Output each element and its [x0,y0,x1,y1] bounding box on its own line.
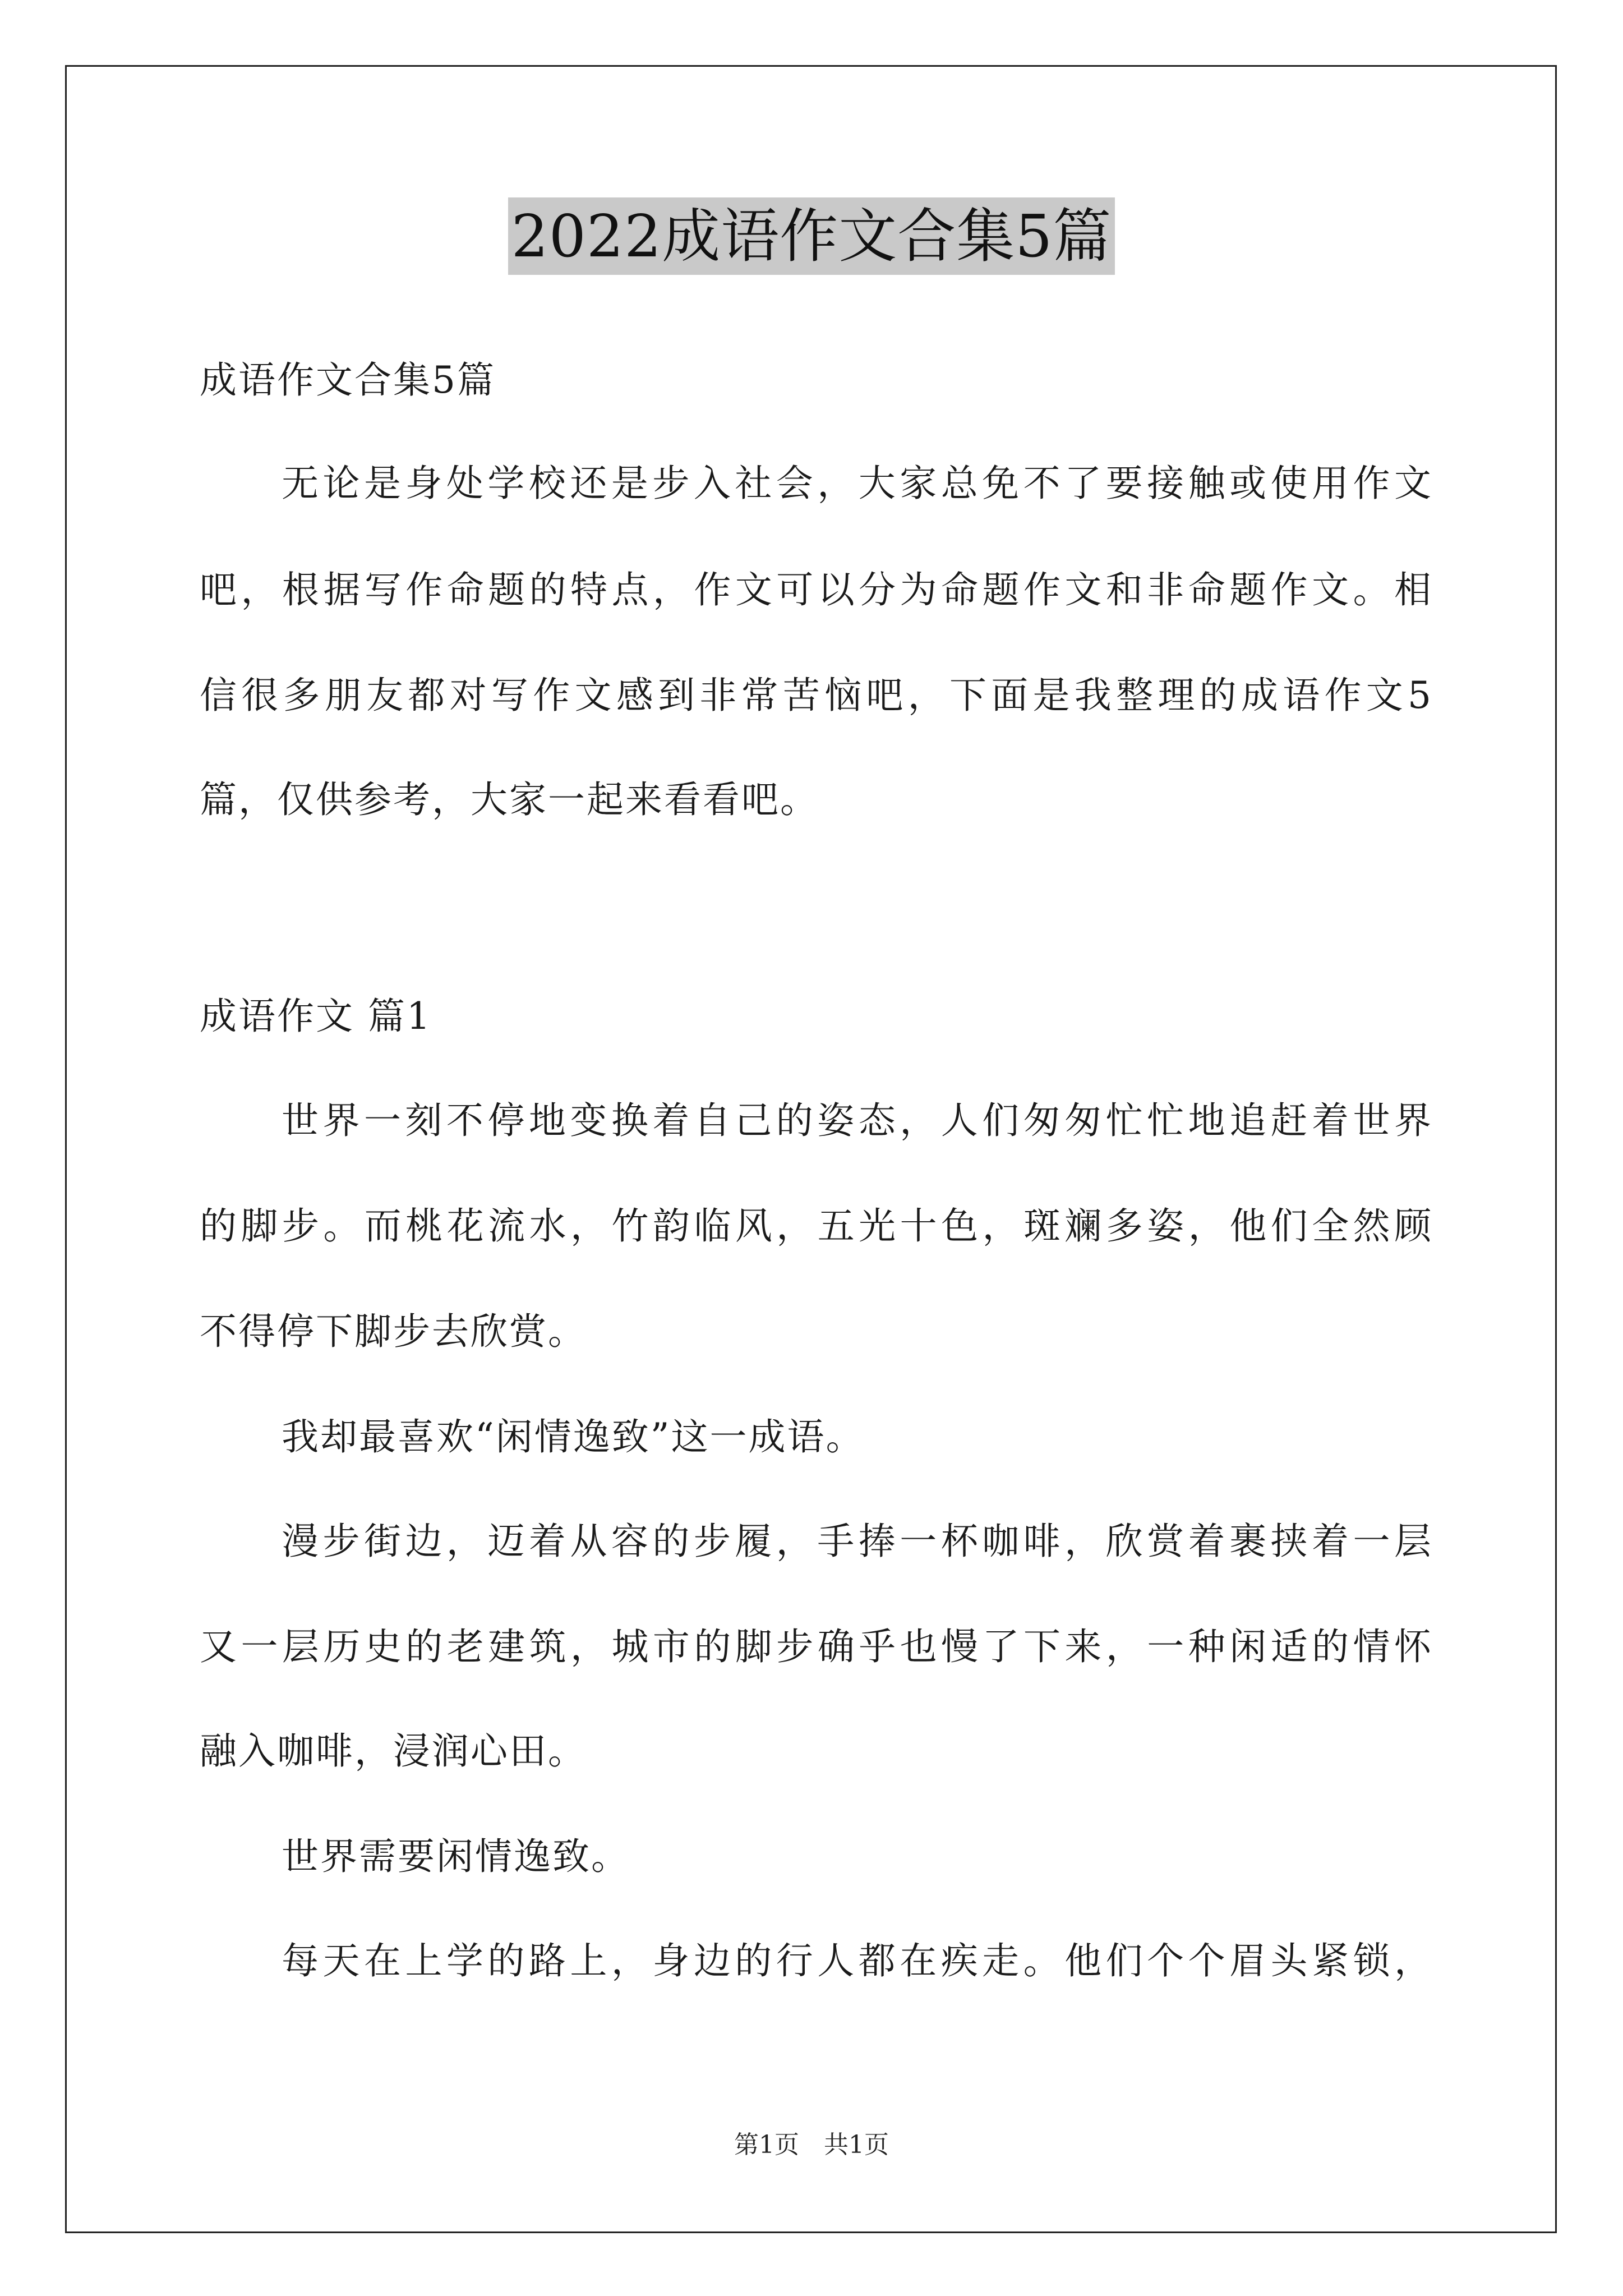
body-line-8: 世界需要闲情逸致。 [282,1835,630,1878]
body-line-2: 的脚步。而桃花流水，竹韵临风，五光十色，斑斓多姿，他们全然顾 [200,1204,1431,1248]
body-line-1: 世界一刻不停地变换着自己的姿态，人们匆匆忙忙地追赶着世界 [282,1099,1431,1142]
document-title: 2022成语作文合集5篇 [508,197,1115,275]
body-line-6: 又一层历史的老建筑，城市的脚步确乎也慢了下来，一种闲适的情怀 [200,1625,1431,1668]
intro-line-3: 信很多朋友都对写作文感到非常苦恼吧，下面是我整理的成语作文5 [200,674,1431,717]
intro-line-2: 吧，根据写作命题的特点，作文可以分为命题作文和非命题作文。相 [200,568,1431,611]
body-line-3: 不得停下脚步去欣赏。 [200,1310,587,1353]
intro-line-1: 无论是身处学校还是步入社会，大家总免不了要接触或使用作文 [282,462,1431,505]
body-line-9: 每天在上学的路上，身边的行人都在疾走。他们个个眉头紧锁， [282,1939,1431,1982]
intro-line-4: 篇，仅供参考，大家一起来看看吧。 [200,778,819,821]
page-total: 共1页 [824,2131,889,2159]
document-subtitle: 成语作文合集5篇 [200,358,496,402]
page-number: 第1页 [734,2131,799,2159]
body-line-5: 漫步街边，迈着从容的步履，手捧一杯咖啡，欣赏着裹挟着一层 [282,1520,1431,1563]
section-heading: 成语作文 篇1 [200,995,432,1038]
body-line-4: 我却最喜欢“闲情逸致”这一成语。 [282,1415,865,1458]
title-container [0,197,1623,275]
page-footer [0,2128,1623,2162]
body-line-7: 融入咖啡，浸润心田。 [200,1729,587,1773]
